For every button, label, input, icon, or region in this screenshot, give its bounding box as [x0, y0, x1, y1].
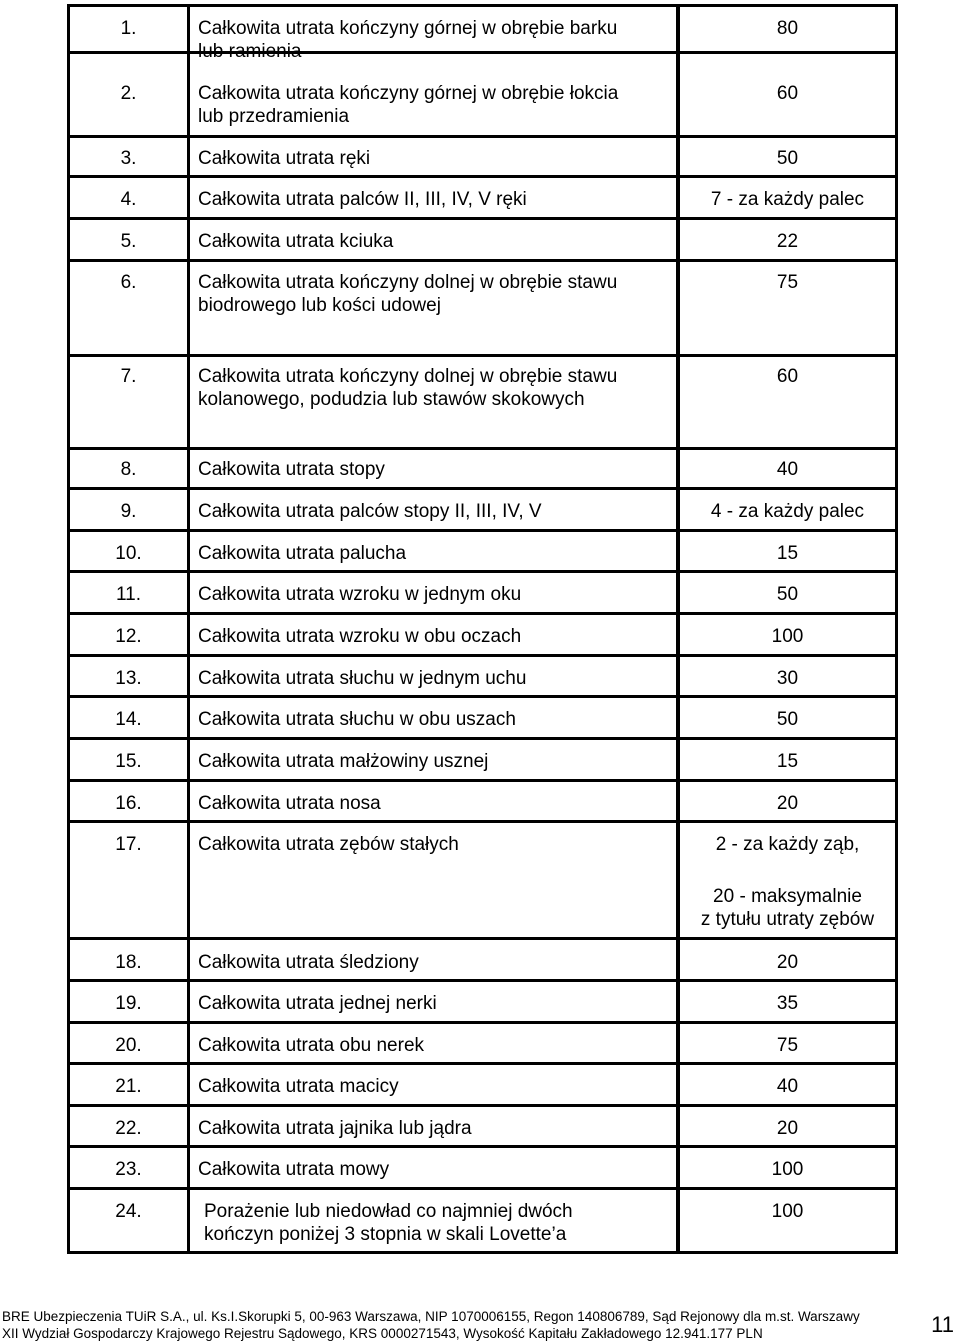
- row-separator: [70, 175, 895, 178]
- row-number: 12.: [115, 626, 142, 647]
- row-value: 20: [776, 793, 799, 814]
- row-value: 60: [776, 366, 799, 387]
- row-number: 5.: [120, 231, 137, 252]
- footer-registry-info: XII Wydział Gospodarczy Krajowego Rejestru Sądowego, KRS 0000271543, Wysokość Kapitału Zakładowego 12.941.177 PLN: [2, 1326, 763, 1341]
- row-value: 20 - maksymalnie: [713, 886, 862, 907]
- row-separator: [70, 695, 895, 698]
- row-number: 9.: [120, 501, 137, 522]
- row-description: Całkowita utrata ręki: [198, 148, 371, 169]
- row-value: 7 - za każdy palec: [710, 189, 865, 210]
- row-description: Całkowita utrata wzroku w obu oczach: [198, 626, 522, 647]
- row-description: Całkowita utrata kończyny dolnej w obrębie stawu: [198, 366, 618, 387]
- row-separator: [70, 354, 895, 357]
- row-description: lub ramienia: [198, 41, 302, 62]
- row-number: 14.: [115, 709, 142, 730]
- row-value: 75: [776, 272, 799, 293]
- row-value: 100: [771, 626, 804, 647]
- row-description: kończyn poniżej 3 stopnia w skali Lovette’a: [204, 1224, 567, 1245]
- row-number: 16.: [115, 793, 142, 814]
- row-value: 4 - za każdy palec: [710, 501, 865, 522]
- row-number: 2.: [120, 83, 137, 104]
- row-value: 35: [776, 993, 799, 1014]
- row-description: Całkowita utrata kończyny górnej w obrębie barku: [198, 18, 618, 39]
- row-value: 100: [771, 1201, 804, 1222]
- row-separator: [70, 570, 895, 573]
- row-description: Całkowita utrata kończyny górnej w obrębie łokcia: [198, 83, 619, 104]
- row-separator: [70, 1104, 895, 1107]
- row-value: 75: [776, 1035, 799, 1056]
- row-value: 22: [776, 231, 799, 252]
- row-value: 30: [776, 668, 799, 689]
- row-value: 2 - za każdy ząb,: [715, 834, 860, 855]
- row-separator: [70, 654, 895, 657]
- page-number: 11: [931, 1312, 954, 1337]
- row-number: 17.: [115, 834, 142, 855]
- row-separator: [70, 51, 895, 54]
- row-number: 18.: [115, 952, 142, 973]
- row-number: 10.: [115, 543, 142, 564]
- row-number: 11.: [115, 584, 141, 605]
- row-number: 24.: [115, 1201, 142, 1222]
- row-separator: [70, 779, 895, 782]
- row-separator: [70, 487, 895, 490]
- row-separator: [70, 259, 895, 262]
- row-description: Całkowita utrata nosa: [198, 793, 381, 814]
- row-description: Całkowita utrata wzroku w jednym oku: [198, 584, 522, 605]
- row-number: 23.: [115, 1159, 142, 1180]
- row-description: Całkowita utrata kciuka: [198, 231, 394, 252]
- row-value: 50: [776, 148, 799, 169]
- row-number: 19.: [115, 993, 142, 1014]
- row-separator: [70, 135, 895, 138]
- row-value: 15: [776, 543, 799, 564]
- row-value: 60: [776, 83, 799, 104]
- row-value: 40: [776, 1076, 799, 1097]
- row-description: Całkowita utrata jajnika lub jądra: [198, 1118, 472, 1139]
- row-separator: [70, 1187, 895, 1190]
- row-number: 3.: [120, 148, 137, 169]
- row-value: 15: [776, 751, 799, 772]
- row-description: Całkowita utrata stopy: [198, 459, 385, 480]
- row-separator: [70, 612, 895, 615]
- row-separator: [70, 820, 895, 823]
- row-number: 20.: [115, 1035, 142, 1056]
- footer-company-info: BRE Ubezpieczenia TUiR S.A., ul. Ks.I.Skorupki 5, 00-963 Warszawa, NIP 1070006155, Regon 140806789, Sąd Rejonowy dla m.st. Warszawy: [2, 1309, 860, 1324]
- row-number: 13.: [115, 668, 142, 689]
- row-description: Całkowita utrata słuchu w obu uszach: [198, 709, 516, 730]
- row-number: 7.: [120, 366, 137, 387]
- row-number: 15.: [115, 751, 142, 772]
- row-separator: [70, 937, 895, 940]
- row-separator: [70, 529, 895, 532]
- row-description: Całkowita utrata jednej nerki: [198, 993, 437, 1014]
- row-value: 40: [776, 459, 799, 480]
- row-value: z tytułu utraty zębów: [700, 909, 875, 930]
- row-description: Porażenie lub niedowład co najmniej dwóch: [204, 1201, 573, 1222]
- row-description: Całkowita utrata palców II, III, IV, V ręki: [198, 189, 527, 210]
- row-value: 80: [776, 18, 799, 39]
- row-value: 50: [776, 709, 799, 730]
- row-separator: [70, 217, 895, 220]
- row-separator: [70, 737, 895, 740]
- row-value: 50: [776, 584, 799, 605]
- row-description: Całkowita utrata zębów stałych: [198, 834, 459, 855]
- row-number: 22.: [115, 1118, 142, 1139]
- row-number: 4.: [120, 189, 137, 210]
- row-description: Całkowita utrata obu nerek: [198, 1035, 425, 1056]
- row-number: 21.: [115, 1076, 142, 1097]
- row-separator: [70, 1021, 895, 1024]
- row-description: Całkowita utrata macicy: [198, 1076, 399, 1097]
- row-number: 6.: [120, 272, 137, 293]
- row-separator: [70, 979, 895, 982]
- compensation-table: [67, 4, 898, 1254]
- row-value: 100: [771, 1159, 804, 1180]
- row-separator: [70, 447, 895, 450]
- row-description: biodrowego lub kości udowej: [198, 295, 441, 316]
- row-description: Całkowita utrata małżowiny usznej: [198, 751, 489, 772]
- row-description: Całkowita utrata słuchu w jednym uchu: [198, 668, 527, 689]
- row-separator: [70, 1062, 895, 1065]
- row-description: Całkowita utrata palucha: [198, 543, 407, 564]
- row-description: Całkowita utrata mowy: [198, 1159, 390, 1180]
- row-description: Całkowita utrata palców stopy II, III, IV, V: [198, 501, 542, 522]
- row-separator: [70, 1145, 895, 1148]
- row-value: 20: [776, 1118, 799, 1139]
- row-description: Całkowita utrata kończyny dolnej w obrębie stawu: [198, 272, 618, 293]
- row-description: kolanowego, podudzia lub stawów skokowych: [198, 389, 585, 410]
- row-description: Całkowita utrata śledziony: [198, 952, 419, 973]
- row-value: 20: [776, 952, 799, 973]
- row-number: 8.: [120, 459, 137, 480]
- row-description: lub przedramienia: [198, 106, 350, 127]
- row-number: 1.: [120, 18, 137, 39]
